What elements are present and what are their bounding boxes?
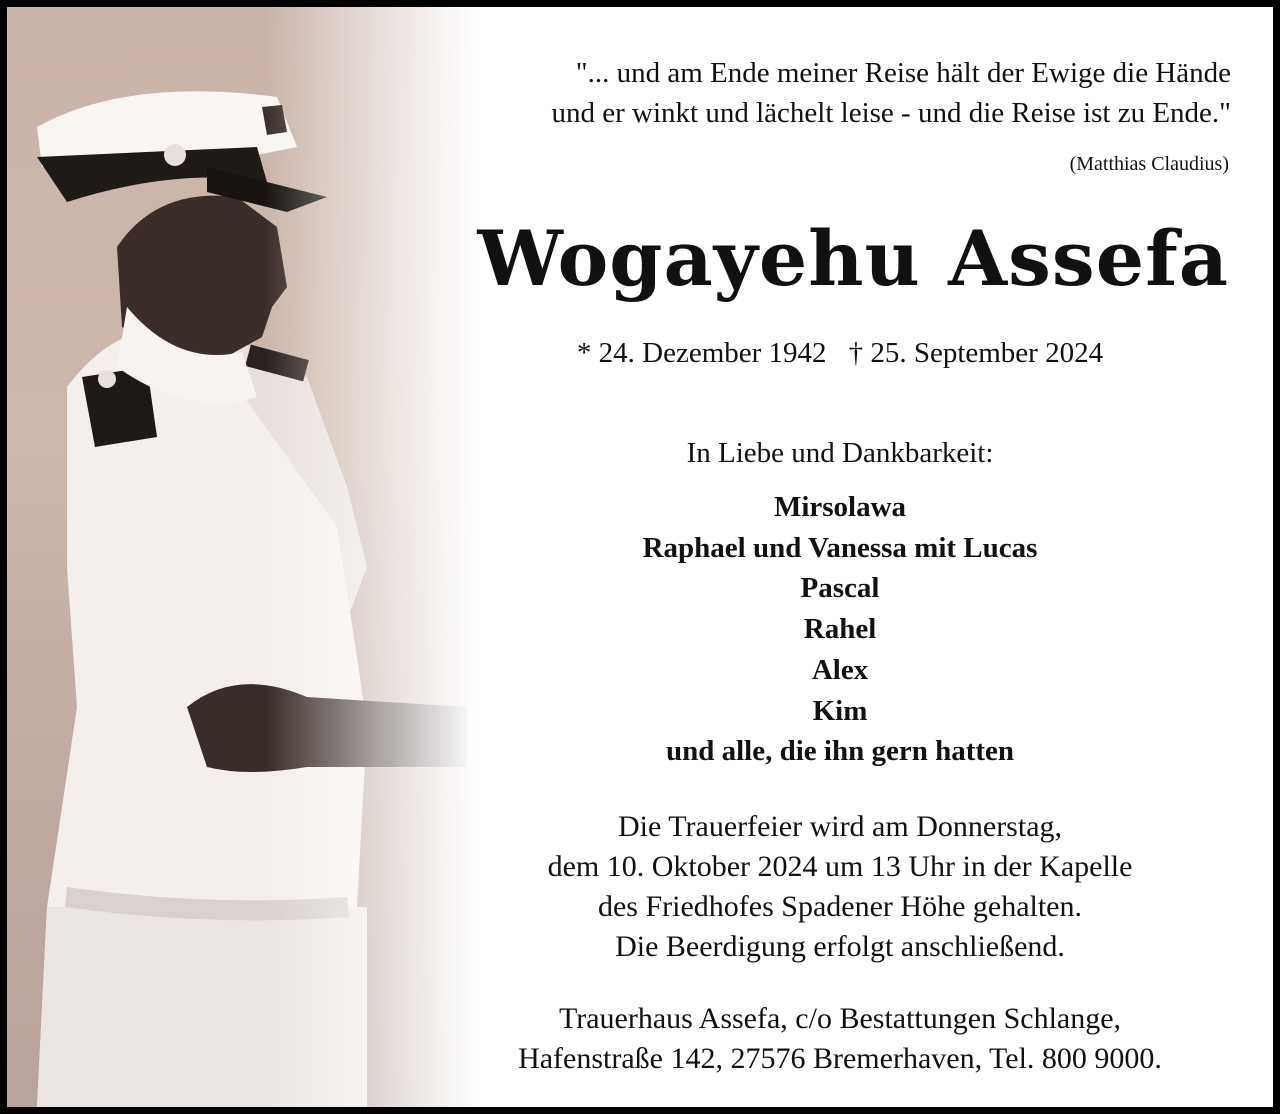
ceremony-line: Die Beerdigung erfolgt anschließend. xyxy=(615,930,1065,963)
ceremony-info xyxy=(407,807,1273,967)
mourner-name: Rahel xyxy=(803,613,877,646)
mourner-name: Raphael und Vanessa mit Lucas xyxy=(642,531,1038,564)
mourner-name: Kim xyxy=(812,694,868,727)
life-dates xyxy=(407,337,1273,370)
contact-info xyxy=(407,999,1273,1079)
quote-author: (Matthias Claudius) xyxy=(1069,153,1229,175)
mourner-name: und alle, die ihn gern hatten xyxy=(665,735,1015,768)
contact-line: Hafenstraße 142, 27576 Bremerhaven, Tel. 800 9000. xyxy=(518,1042,1162,1075)
ceremony-line: dem 10. Oktober 2024 um 13 Uhr in der Kapelle xyxy=(547,850,1133,883)
quote-line: und er winkt und lächelt leise - und die Reise ist zu Ende." xyxy=(551,97,1231,129)
mourners-list xyxy=(407,487,1273,772)
mourner-name: Mirsolawa xyxy=(773,491,907,523)
deceased-name: Wogayehu Assefa xyxy=(477,214,1229,303)
ceremony-line: Die Trauerfeier wird am Donnerstag, xyxy=(617,810,1063,843)
quote-line: "... und am Ende meiner Reise hält der Ewige die Hände xyxy=(575,57,1231,89)
birth-date: * 24. Dezember 1942 xyxy=(576,337,827,369)
mourner-name: Pascal xyxy=(800,572,880,605)
death-date: † 25. September 2024 xyxy=(848,337,1104,369)
contact-line: Trauerhaus Assefa, c/o Bestattungen Schlange, xyxy=(558,1002,1122,1035)
mourner-name: Alex xyxy=(811,653,869,686)
mourners-intro: In Liebe und Dankbarkeit: xyxy=(686,437,994,469)
obituary-text xyxy=(407,7,1273,1107)
obituary-card xyxy=(7,7,1273,1107)
ceremony-line: des Friedhofes Spadener Höhe gehalten. xyxy=(597,890,1082,923)
memorial-quote xyxy=(391,53,1231,133)
